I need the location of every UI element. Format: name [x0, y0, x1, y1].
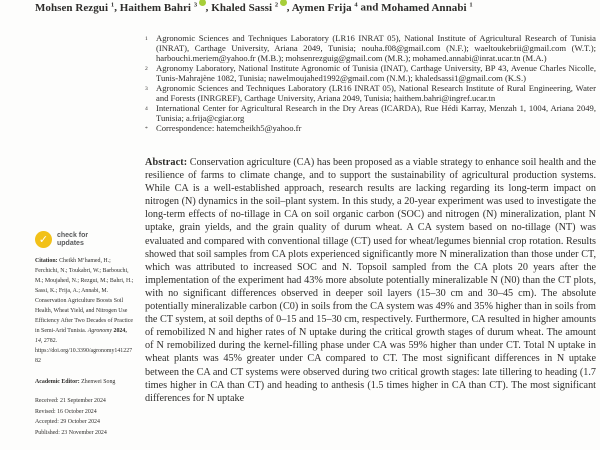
date-line: Revised: 16 October 2024 [35, 408, 97, 415]
affiliation-item [145, 123, 596, 134]
orcid-icon[interactable] [280, 0, 287, 6]
affiliation-text: Agronomic Sciences and Techniques Laboratory (LR16 INRAT 05), National Research Institute of Rural Engineering, Water and Forests (INRGREF), Carthage University, Ariana 2049, Tunisia; haithem.bahri@ingref.ucar.tn [156, 83, 596, 103]
abstract-paragraph [145, 156, 596, 405]
check-for-updates-badge[interactable] [35, 231, 134, 248]
main-column [145, 33, 596, 405]
citation-label: Citation: [35, 258, 58, 264]
affiliation-text: Correspondence: hatemcheikh5@yahoo.fr [156, 123, 302, 133]
date-line: Received: 21 September 2024 [35, 398, 106, 404]
affiliation-item [145, 33, 596, 63]
left-sidebar [35, 231, 134, 438]
citation-pages: 2782. [43, 338, 58, 344]
date-line: Published: 23 November 2024 [35, 429, 107, 436]
affiliations-list [145, 33, 596, 134]
affiliation-marker: 2 [145, 66, 148, 72]
check-icon: ✓ [35, 231, 52, 248]
authors-line: Mohsen Rezgui $^1$, Haithem Bahri $^3$ , Khaled Sassi $^2$ , Aymen Frija $^4$ and Mohamed Annabi $^1$ [35, 1, 473, 14]
author: Aymen Frija $^4$ [291, 1, 358, 14]
date-line: Accepted: 29 October 2024 [35, 419, 100, 426]
abstract-text: Conservation agriculture (CA) has been proposed as a viable strategy to enhance soil health and the resilience of farms to climate change, and to support the sustainability of agricultural production systems. While CA is a well-established approach, research results are lacking regarding its long-term impact on nitrogen (N) dynamics in the soil–plant system. In this study, a 20-year experiment was used to investigate the long-term effects of no-tillage in CA on soil organic carbon (SOC) and nitrogen (N) mineralization, plant N uptake, grain yields, and the grain quality of durum wheat. A CA system based on no-tillage (NT) was evaluated and compared with conventional tillage (CT) used for wheat/legumes biennial crop rotation. Results showed that soil samples from CA plots experienced significantly more N mineralization than those under CT, which was attributed to increased SOC and N. Topsoil sampled from the CA plots 20 years after the implementation of the experiment had 43% more absolute potentially mineralizable N (N0) than the CT plots, with no significant differences observed in deeper soil layers (15–30 cm and 30–45 cm). The absolute potentially mineralizable carbon (C0) in soils from the CA system was 49% and 35% higher than in soils from the CT system, at soil depths of 0–15 and 15–30 cm, respectively. Furthermore, CA resulted in higher amounts of remobilized N and higher rates of N uptake during the critical growth stages of durum wheat. The amount of N remobilized during the kernel-filling phase under CA was 59% higher than under CT. Total N uptake in wheat plants was 45% greater under CA compared to CT. The most significant differences in N uptake between the CA and CT systems were observed during two critical growth stages: late tillering to heading (1.7 times higher in CA than CT) and heading to anthesis (1.5 times higher in CA than CT). The most significant differences for N uptake [145, 157, 597, 404]
doi-link[interactable]: https://doi.org/10.3390/agronomy14122782 [35, 348, 133, 364]
abstract-label: Abstract: [145, 157, 188, 168]
affiliation-marker: 3 [145, 86, 148, 92]
author: Haithem Bahri $^3$ [120, 2, 206, 14]
author: Khaled Sassi $^2$ [211, 2, 286, 14]
orcid-icon[interactable] [199, 0, 206, 6]
affiliation-marker: * [145, 126, 148, 132]
affiliation-text: Agronomic Sciences and Techniques Laboratory (LR16 INRAT 05), National Institute of Agricultural Research of Tunisia (INRAT), Carthage University, Ariana 2049, Tunisia; nouha.f08@gmail.com (N.F.); waeltoukebrii@gmail.com (W.T.); harbouchi.meriem@yahoo.fr (M.B.); mohsenrezguig@gmail.com (M.R.); mohamed.annabi@inrat.ucar.tn (M.A.) [156, 33, 596, 63]
affiliation-item [145, 63, 596, 83]
academic-editor-name: Zhenwei Song [81, 379, 116, 385]
citation-block [35, 256, 134, 366]
author: Mohamed Annabi $^1$ [381, 1, 473, 14]
academic-editor-label: Academic Editor: [35, 379, 80, 385]
academic-editor-line [35, 377, 134, 387]
citation-journal: Agronomy [87, 328, 113, 334]
citation-year: 2024, [113, 328, 127, 334]
affiliation-item [145, 103, 596, 123]
affiliation-marker: 1 [145, 36, 148, 42]
affiliation-item [145, 83, 596, 103]
citation-volume: 14, [35, 338, 43, 344]
affiliation-marker: 4 [145, 106, 148, 112]
affiliation-text: International Center for Agricultural Research in the Dry Areas (ICARDA), Rue Hédi Karray, Menzah 1, 1004, Ariana 2049, Tunisia; a.frija@cgiar.org [156, 103, 596, 123]
citation-text: Cheikh M’hamed, H.; Ferchichi, N.; Toukabri, W.; Barbouchi, M.; Moujahed, N.; Rezgui, M.; Bahri, H.; Sassi, K.; Frija, A.; Annabi, M. Conservation Agriculture Boosts Soil Health, Wheat Yield, and Nitrogen Use Efficiency After Two Decades of Practice in Semi-Arid Tunisia. [35, 258, 134, 334]
check-for-updates-label: check for updates [57, 232, 89, 247]
dates-block [35, 396, 134, 438]
affiliation-text: Agronomy Laboratory, National Institute Agronomic of Tunisia (INAT), Carthage University, BP 43, Avenue Charles Nicolle, Tunis-Mahrajène 1082, Tunisia; nawelmoujahed1992@gmail.com (N.M.); khaledsassi1@gmail.com (K.S.) [156, 63, 596, 83]
author: Mohsen Rezgui $^1$ [35, 1, 115, 14]
